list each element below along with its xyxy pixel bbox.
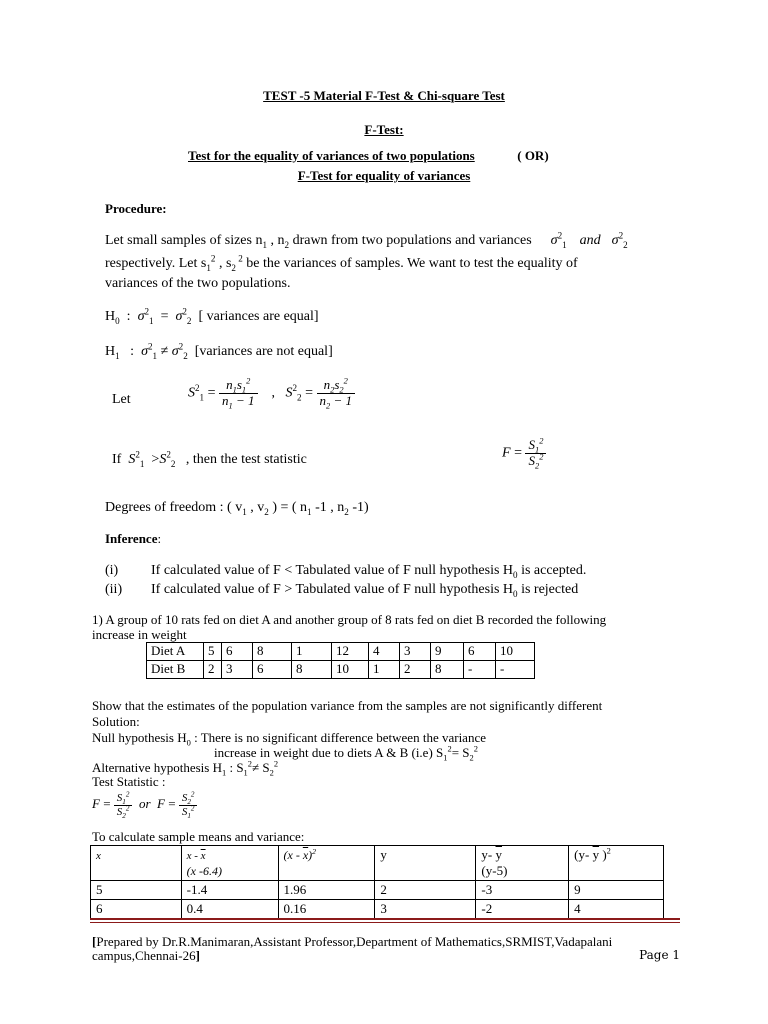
heading-or: ( OR): [517, 148, 549, 163]
problem-line2: increase in weight: [92, 627, 187, 642]
table-row: x x - $\overline{x}$ (x -6.4) $(x - \overline{x})^2$ y y- $\overline{y}$ (y-5) (y- $\overline{y}$ )$^2$: [91, 846, 664, 881]
footer-credit-line2: campus,Chennai-26] Page 1: [92, 948, 680, 963]
procedure-para-line2: respectively. Let $s_1^2$ , $s_2$ $^2$ be the variances of samples. We want to test the equality of: [105, 253, 578, 273]
table-row: 6 0.4 0.16 3 -2 4: [91, 900, 664, 919]
solution-alt-hypothesis: Alternative hypothesis $H_1$ : $S_1^2\ne S_2^2$: [92, 758, 279, 778]
table-row: Diet A 5 6 8 1 12 4 3 9 6 10: [147, 643, 535, 661]
diet-table: [146, 642, 535, 679]
alt-hypothesis-formula: $H_1$ : $\sigma^2_1 \ne \sigma^2_2$ [variances are not equal]: [105, 341, 333, 361]
inference-item-2: (ii) If calculated value of F > Tabulated value of F null hypothesis $H_0$ is rejected: [105, 582, 579, 599]
footer-campus: campus,Chennai-26: [92, 948, 196, 963]
show-statement: Show that the estimates of the population variance from the samples are not significantly different: [92, 698, 603, 713]
f-statistic-formula: F = $\frac{S_1^2}{S_2^2}$: [502, 438, 546, 469]
inference-item-1: (i) If calculated value of F < Tabulated value of F null hypothesis $H_0$ is accepted.: [105, 563, 587, 580]
procedure-para-line1: Let small samples of sizes $n_1$ , $n_2$ drawn from two populations and variances $\sigma^2_1$ and $\sigma^2_2$: [105, 230, 628, 250]
let-label: Let: [112, 392, 131, 407]
footer-credit: [Prepared by Dr.R.Manimaran,Assistant Professor,Department of Mathematics,SRMIST,Vadapalani: [92, 934, 613, 949]
heading-line1: Test for the equality of variances of two populations: [188, 148, 475, 163]
procedure-heading: Procedure:: [105, 201, 167, 216]
test-statistic-formula: F = $\frac{S_1^2}{S_2^2}$ or F = $\frac{S_2^2}{S_1^2}$: [92, 792, 197, 818]
calc-label: To calculate sample means and variance:: [92, 829, 305, 844]
section-heading-2: F-Test for equality of variances: [297, 168, 471, 183]
null-hypothesis-formula: $H_0$ : $\sigma^2_1 = \sigma^2_2$ [ variances are equal]: [105, 306, 319, 326]
degrees-of-freedom: Degrees of freedom : ( $v_1$ , $v_2$ ) = ( $n_1$ -1 , $n_2$ -1): [105, 500, 369, 517]
test-statistic-condition: If $S^2_1 >S^2_2$ , then the test statistic: [112, 449, 307, 469]
doc-title: TEST -5 Material F-Test & Chi-square Test: [263, 88, 505, 103]
test-statistic-label: Test Statistic :: [92, 774, 166, 789]
procedure-para-line3: variances of the two populations.: [105, 276, 291, 291]
solution-null-hypothesis-cont: increase in weight due to diets A & B (i.e) $S_1^2= S_2^2$: [214, 743, 478, 763]
solution-label: Solution:: [92, 714, 140, 729]
footer-divider: [90, 918, 680, 920]
footer-divider-thin: [90, 922, 680, 923]
doc-subtitle: F-Test:: [364, 122, 404, 137]
solution-null-hypothesis: Null hypothesis $H_0$ : There is no significant difference between the variance: [92, 730, 486, 748]
section-heading-1: [188, 148, 549, 164]
calc-table: [90, 845, 664, 919]
page-number: Page 1: [639, 948, 680, 962]
inference-heading: Inference:: [105, 531, 162, 546]
sample-variance-formula: $S^2_1$ = $\frac{n_1s_1^2}{n_1 - 1}$ , $S^2_2$ = $\frac{n_2s_2^2}{n_2 - 1}$: [188, 378, 355, 409]
table-row: Diet B 2 3 6 8 10 1 2 8 - -: [147, 661, 535, 679]
problem-line1: 1) A group of 10 rats fed on diet A and another group of 8 rats fed on diet B recorded the following: [92, 612, 607, 627]
table-row: 5 -1.4 1.96 2 -3 9: [91, 881, 664, 900]
